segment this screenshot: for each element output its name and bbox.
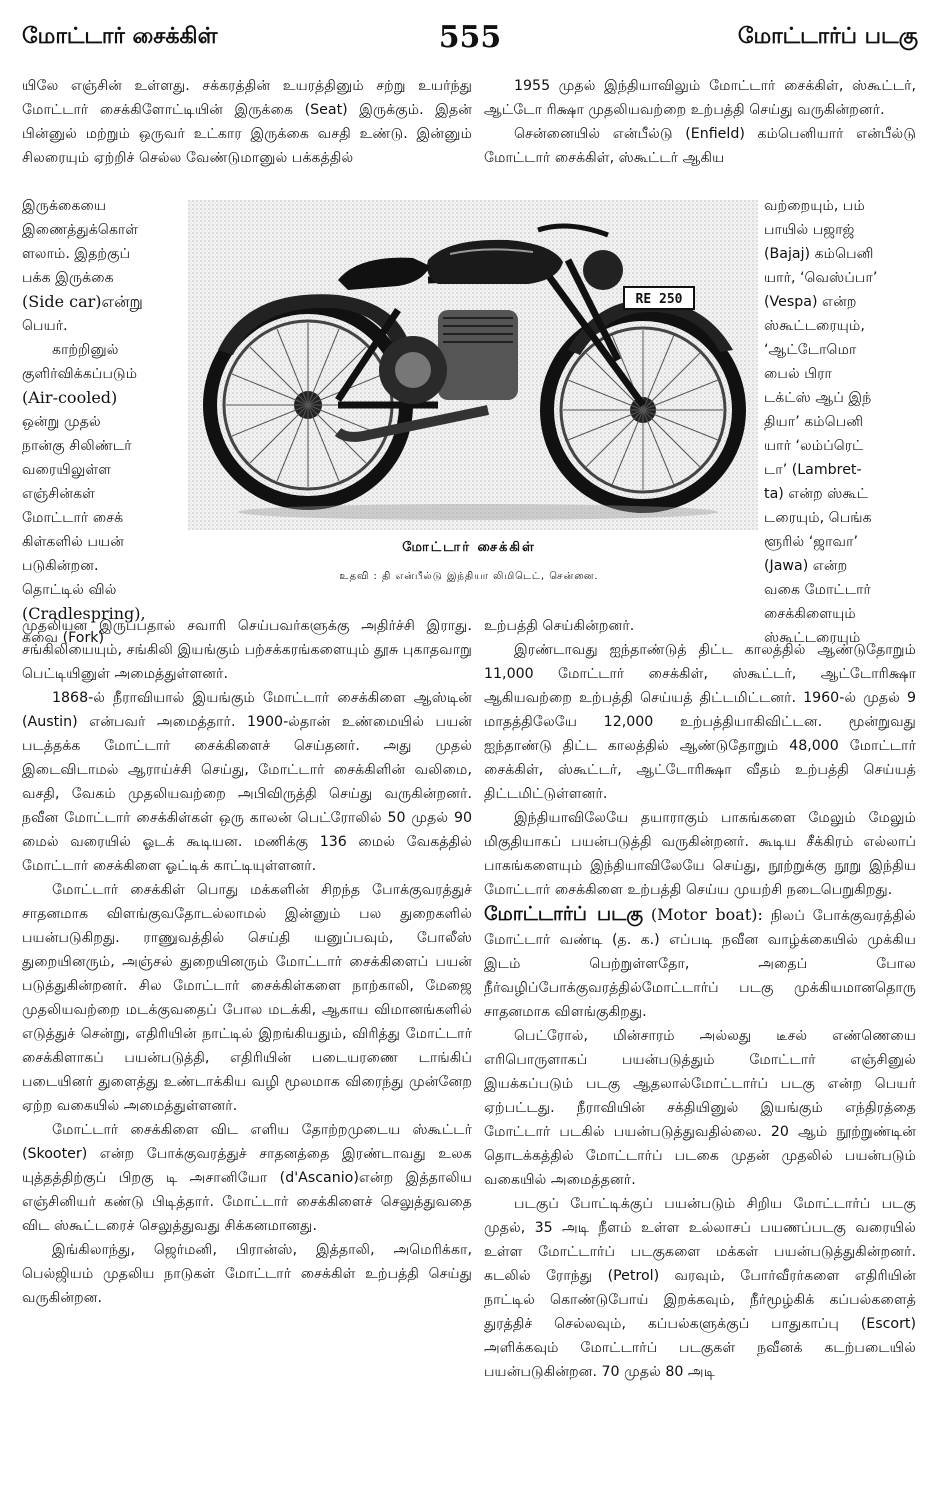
right-wrap-line: பாயில் பஜாஜ் (764, 222, 855, 238)
right-top-paragraph: 1955 முதல் இந்தியாவிலும் மோட்டார் சைக்கிள், ஸ்கூட்டர், ஆட்டோ ரிக்ஷா முதலியவற்றை உற்பத்தி செய்து வருகின்றனர். (484, 78, 916, 118)
right-wrap-column (764, 194, 916, 650)
right-column-bottom (484, 614, 916, 1484)
left-bottom-paragraph: இங்கிலாந்து, ஜெர்மனி, பிரான்ஸ், இத்தாலி, அமெரிக்கா, பெல்ஜியம் முதலிய நாடுகள் மோட்டார் சைக்கிள் உற்பத்தி செய்து வருகின்றன. (22, 1242, 472, 1306)
right-wrap-line: டா’ (Lambret- (764, 462, 862, 478)
figure-caption: மோட்டார் சைக்கிள் (402, 540, 536, 555)
right-wrap-line: டரையும், பெங்க (764, 510, 872, 526)
section-intro-text: நிலப் போக்குவரத்தில் மோட்டார் வண்டி (த. க.) எப்படி நவீன வாழ்க்கையில் முக்கிய இடம் பெற்றுள்ளதோ, அதைப் போல நீர்வழிப்போக்குவரத்தில்மோட்டார்ப் படகு முக்கியமானதொரு சாதனமாக விளங்குகிறது. (484, 908, 916, 1020)
right-wrap-line: ஸ்கூட்டரையும், (764, 318, 865, 334)
left-wrap-line: (Cradlespring), (22, 604, 146, 623)
left-wrap-line: தொட்டில் வில் (22, 582, 117, 598)
headlight (583, 250, 623, 290)
right-wrap-line: யார் ‘லம்ப்ரெட் (764, 438, 864, 454)
left-bottom-paragraph: மோட்டார் சைக்கிள் பொது மக்களின் சிறந்த போக்குவரத்துச் சாதனமாக விளங்குவதோடல்லாமல் இன்னும் பல துறைகளில் பயன்படுகிறது. ராணுவத்தில் செய்தி யனுப்பவும், போலீஸ் துறையினரும், அஞ்சல் துறையினரும் மோட்டார் சைக்கிளைப் பயன் படுத்துகின்றனர். சில மோட்டார் சைக்கிள்களை நாற்காலி, மேஜை முதலியவற்றை மடக்குவதைப் போல மடக்கி, ஆகாய விமானங்களில் எடுத்துச் சென்று, எதிரியின் நாட்டில் இறங்கியதும், விரித்து மோட்டார் சைக்கிளாகப் பயன்படுத்தி, எதிரியின் படையரணை டாங்கிப் படையினர் துளைத்து உண்டாக்கிய வழி மூலமாக விரைந்து முன்னேற ஏற்ற வகையில் அமைத்துள்ளனர். (22, 882, 472, 1114)
left-top-paragraph: யிலே எஞ்சின் உள்ளது. சக்கரத்தின் உயரத்தினும் சற்று உயர்ந்து மோட்டார் சைக்கிளோட்டியின் இருக்கை (Seat) இருக்கும். இதன் பின்னுல் மற்றும் ஒருவர் உட்கார இருக்கை வசதி உண்டு. இன்னும் சிலரையும் ஏற்றிச் செல்ல வேண்டுமானுல் பக்கத்தில் (22, 78, 472, 166)
right-wrap-line: பைல் பிரா (764, 366, 832, 382)
right-bottom-paragraph: இந்தியாவிலேயே தயாராகும் பாகங்களை மேலும் மேலும் மிகுதியாகப் பயன்படுத்தி வருகின்றனர். கூடிய சீக்கிரம் எல்லாப் பாகங்களையும் இந்தியாவிலேயே செய்து, நூற்றுக்கு நூறு இந்திய மோட்டார் சைக்கிளை உற்பத்தி செய்ய முயற்சி நடைபெறுகிறது. (484, 810, 916, 898)
right-wrap-line: ளூரில் ‘ஜாவா’ (764, 534, 858, 550)
left-wrap-line: ஒன்று முதல் (22, 414, 101, 430)
left-column-bottom (22, 614, 472, 1484)
left-wrap-line: காற்றினுல் (52, 342, 119, 358)
left-wrap-line: குளிர்விக்கப்படும் (22, 366, 138, 382)
left-wrap-line: வரையிலுள்ள (22, 462, 112, 478)
left-column-top (22, 74, 472, 194)
right-column-top (484, 74, 916, 194)
running-head-left: மோட்டார் சைக்கிள் (22, 24, 218, 49)
left-wrap-line: கவை (Fork) (22, 630, 105, 646)
right-wrap-line: ‘ஆட்டோமொ (764, 342, 857, 358)
right-wrap-line: ta) என்ற ஸ்கூட் (764, 486, 869, 502)
page-header (0, 0, 940, 56)
section-title-english: (Motor boat): (650, 905, 763, 924)
left-wrap-line: (Air-cooled) (22, 388, 118, 407)
left-wrap-line: இருக்கையை (22, 198, 107, 214)
left-wrap-line: (Side car)என்று (22, 292, 143, 311)
section-title: மோட்டார்ப் படகு (484, 903, 643, 925)
left-wrap-column (22, 194, 184, 650)
left-wrap-line: பெயர். (22, 318, 68, 334)
left-wrap-line: எஞ்சின்கள் (22, 486, 96, 502)
right-top-paragraph: சென்னையில் என்பீல்டு (Enfield) கம்பெனியார் என்பீல்டு மோட்டார் சைக்கிள், ஸ்கூட்டர் ஆகிய (484, 126, 916, 166)
left-wrap-line: பக்க இருக்கை (22, 270, 114, 286)
right-wrap-line: டக்ட்ஸ் ஆப் இந் (764, 390, 872, 406)
right-wrap-line: வகை மோட்டார் (764, 582, 871, 598)
left-bottom-paragraph: 1868-ல் நீராவியால் இயங்கும் மோட்டார் சைக்கிளை ஆஸ்டின் (Austin) என்பவர் அமைத்தார். 1900-ல்தான் உண்மையில் பயன் படத்தக்க மோட்டார் சைக்கிளைச் செய்தனர். அது முதல் இடைவிடாமல் ஆராய்ச்சி செய்து, மோட்டார் சைக்கிளின் வலிமை, வசதி, வேகம் முதலியவற்றை அபிவிருத்தி செய்து வருகின்றனர். நவீன மோட்டார் சைக்கிள்கள் ஒரு காலன் பெட்ரோலில் 50 முதல் 90 மைல் வரையில் ஓடக் கூடியன. மணிக்கு 136 மைல் வேகத்தில் மோட்டார் சைக்கிளை ஓட்டிக் காட்டியுள்ளனர். (22, 690, 472, 874)
right-wrap-line: ஸ்கூட்டரையும் (764, 630, 861, 646)
left-bottom-paragraph: முதலியன இருப்பதால் சவாரி செய்பவர்களுக்கு அதிர்ச்சி இராது. சங்கிலியையும், சங்கிலி இயங்கும் பற்சக்கரங்களையும் தூசு புகாதவாறு பெட்டியினுள் அமைத்துள்ளனர். (22, 618, 472, 682)
right-wrap-line: (Jawa) என்ற (764, 558, 848, 574)
left-wrap-line: மோட்டார் சைக் (22, 510, 124, 526)
right-bottom-first: உற்பத்தி செய்கின்றனர். (484, 618, 635, 634)
right-wrap-line: (Bajaj) கம்பெனி (764, 246, 874, 262)
motor-boat-intro (484, 902, 916, 1024)
motor-boat-paragraph: படகுப் போட்டிக்குப் பயன்படும் சிறிய மோட்டார்ப் படகு முதல், 35 அடி நீளம் உள்ள உல்லாசப் பயணப்படகு வரையில் உள்ள மோட்டார்ப் படகுகளை மக்கள் பயன்படுத்துகின்றனர். கடலில் ரோந்து (Petrol) வரவும், போர்வீரர்களை எதிரியின் நாட்டில் கொண்டுபோய் இறக்கவும், நீர்மூழ்கிக் கப்பல்களைத் துரத்திச் செல்லவும், கப்பல்களுக்குப் பாதுகாப்பு (Escort) அளிக்கவும் மோட்டார்ப் படகுகள் நவீனக் கடற்படையில் பயன்படுகின்றன. 70 முதல் 80 அடி (484, 1196, 916, 1380)
figure-credit: உதவி : தி என்பீல்டு இந்தியா லிமிடெட், சென்னை. (339, 571, 599, 582)
left-wrap-line: படுகின்றன. (22, 558, 99, 574)
left-wrap-line: ளலாம். இதற்குப் (22, 246, 131, 262)
running-head-right: மோட்டார்ப் படகு (737, 24, 918, 49)
right-wrap-line: சைக்கிளையும் (764, 606, 856, 622)
right-wrap-line: வற்றையும், பம் (764, 198, 865, 214)
right-wrap-line: தியா’ கம்பெனி (764, 414, 864, 430)
left-wrap-line: கிள்களில் பயன் (22, 534, 124, 550)
left-wrap-line: நான்கு சிலிண்டர் (22, 438, 132, 454)
right-wrap-line: (Vespa) என்ற (764, 294, 857, 310)
motor-boat-paragraph: பெட்ரோல், மின்சாரம் அல்லது டீசல் எண்ணெயை எரிபொருளாகப் பயன்படுத்தும் மோட்டார் எஞ்சினுல் இயக்கப்படும் படகு ஆதலால்மோட்டார்ப் படகு என்ற பெயர் ஏற்பட்டது. நீராவியின் சக்தியினுல் இயங்கும் எந்திரத்தை மோட்டார் படகில் பயன்படுத்துவதில்லை. 20 ஆம் நூற்றுண்டின் தொடக்கத்தில் மோட்டார்ப் படகை முதன் முதலில் பயன்படும் வகையில் அமைத்தனர். (484, 1028, 916, 1188)
page-number: 555 (438, 20, 502, 55)
motorcycle-illustration (188, 200, 758, 530)
right-bottom-paragraph: இரண்டாவது ஐந்தாண்டுத் திட்ட காலத்தில் ஆண்டுதோறும் 11,000 மோட்டார் சைக்கிள், ஸ்கூட்டர், ஆட்டோரிக்ஷா ஆகியவற்றை உற்பத்தி செய்யத் திட்டமிட்டனர். 1960-ல் முதல் 9 மாதத்திலேயே 12,000 உற்பத்தியாகிவிட்டன. மூன்றுவது ஐந்தாண்டு திட்ட காலத்தில் ஆண்டுதோறும் 48,000 மோட்டார் சைக்கிள், ஸ்கூட்டர், ஆட்டோரிக்ஷா வீதம் உற்பத்தி செய்யத் திட்டமிட்டுள்ளனர். (484, 642, 916, 802)
left-wrap-line: இணைத்துக்கொள் (22, 222, 139, 238)
right-wrap-line: யார், ‘வெஸ்ப்பா’ (764, 270, 878, 286)
left-bottom-paragraph: மோட்டார் சைக்கிளை விட எளிய தோற்றமுடைய ஸ்கூட்டர் (Skooter) என்ற போக்குவரத்துச் சாதனத்தை இரண்டாவது உலக யுத்தத்திற்குப் பிறகு டி அசானியோ (d'Ascanio)என்ற இத்தாலிய எஞ்சினியர் கண்டு பிடித்தார். மோட்டார் சைக்கிளைச் செலுத்துவதை விட ஸ்கூட்டரைச் செலுத்துவது சிக்கனமானது. (22, 1122, 472, 1234)
plate-text: RE 250 (635, 292, 683, 307)
